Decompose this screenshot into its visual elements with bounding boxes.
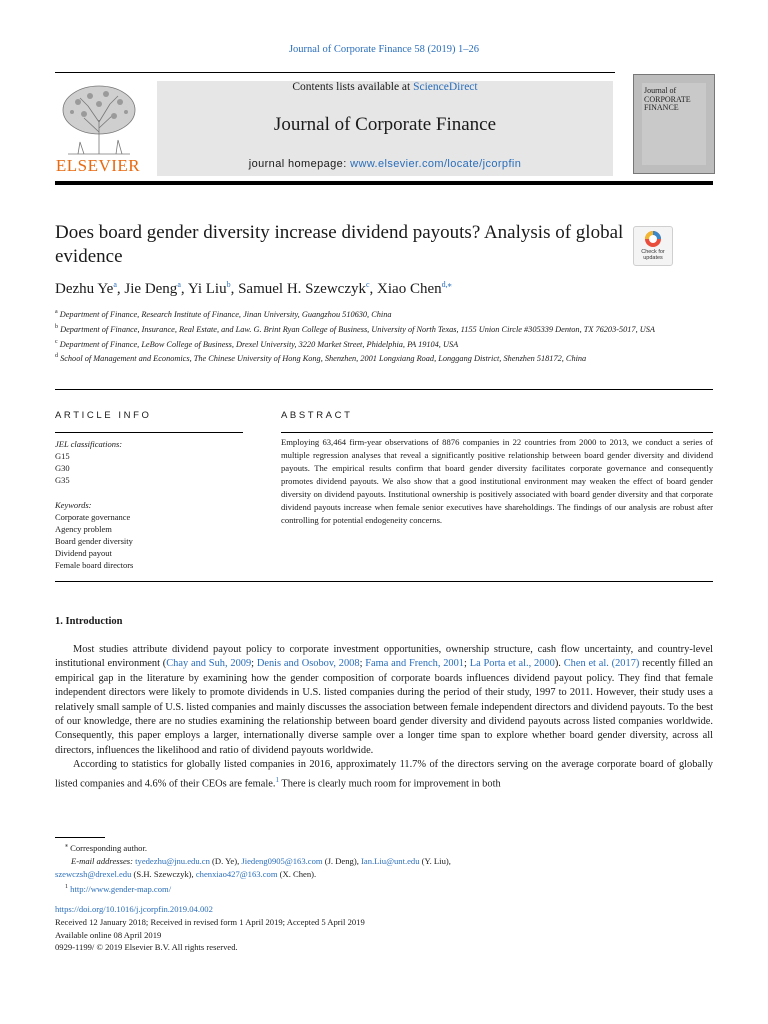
check-updates-label: Check for updates [641, 249, 665, 261]
copyright: 0929-1199/ © 2019 Elsevier B.V. All rights reserved. [55, 942, 238, 953]
keyword: Corporate governance [55, 512, 131, 522]
publication-info [55, 903, 713, 954]
keywords [55, 499, 133, 571]
affiliation [55, 336, 655, 351]
header-bottom-rule [55, 181, 713, 185]
email-link[interactable]: szewczsh@drexel.edu [55, 868, 132, 879]
gender-map-link[interactable]: http://www.gender-map.com/ [70, 883, 172, 894]
paragraph [55, 758, 713, 791]
email-line [55, 855, 713, 868]
footnote-rule [55, 837, 105, 838]
author-separator: , [369, 281, 378, 297]
affiliation-ref[interactable]: a [113, 280, 117, 289]
keyword: Dividend payout [55, 548, 112, 558]
affiliation [55, 306, 655, 321]
check-for-updates-button[interactable] [633, 226, 673, 266]
abstract-heading: ABSTRACT [281, 410, 353, 421]
check-updates-icon [634, 227, 672, 249]
footnote-mark: 1 [65, 883, 68, 890]
elsevier-tree-icon [58, 82, 140, 156]
paragraph-text: ; [359, 658, 366, 670]
citation-link[interactable]: Denis and Osobov, 2008 [256, 658, 360, 670]
keyword: Agency problem [55, 524, 112, 534]
paragraph [55, 643, 713, 758]
author-name[interactable]: Jie Deng [124, 281, 178, 297]
citation-link[interactable]: Fama and French, 2001 [365, 658, 465, 670]
email-owner: (D. Ye), [209, 855, 242, 866]
author-name[interactable]: Xiao Chen [377, 281, 442, 297]
paragraph-text: ). [554, 658, 564, 670]
jel-code: G35 [55, 475, 70, 485]
article-info-heading: ARTICLE INFO [55, 410, 152, 421]
homepage-link[interactable]: www.elsevier.com/locate/jcorpfin [350, 158, 522, 170]
sciencedirect-link[interactable]: ScienceDirect [413, 81, 478, 93]
available-online: Available online 08 April 2019 [55, 929, 162, 940]
affiliation-text: Department of Finance, Insurance, Real Estate, and Law. G. Brint Ryan College of Business, University of North Texas, 1155 Union Circle #305339 Denton, TX 76203-5017, USA [58, 324, 655, 334]
article-title: Does board gender diversity increase dividend payouts? Analysis of global evidence [55, 222, 624, 267]
jel-code: G30 [55, 463, 70, 473]
email-link[interactable]: chenxiao427@163.com [195, 868, 278, 879]
affiliation-mark: d [55, 353, 58, 360]
affiliation-mark: c [55, 338, 58, 345]
jel-code: G15 [55, 451, 70, 461]
author-separator: , [116, 281, 125, 297]
affiliation-ref[interactable]: d,⁎ [441, 280, 452, 289]
email-owner: (Y. Liu), [419, 855, 451, 866]
email-line [55, 868, 713, 881]
affiliation-text: School of Management and Economics, The Chinese University of Hong Kong, Shenzhen, 2001 Longxiang Road, Longgang District, Shenzhen 518172, China [58, 354, 587, 364]
email-owner: (X. Chen). [277, 868, 317, 879]
paragraph-text: recently filled an empirical gap in the literature by examining how the gender composition of corporate boards influences dividend payout policy. They find that female independent directors were likely to promote dividends in U.S. listed companies during the period of their study, 1997 to 2011. However, their study uses a relatively small sample of U.S. listed companies and mainly discusses the association between female independent directors and dividend payouts. To the best of our knowledge, there are no studies examining the relationship between board gender diversity and dividend payouts across listed companies worldwide. Consequently, this paper employs a larger, internationally diverse sample over a longer time span to explore whether board gender diversity, across all directors, influences the likelihood and ratio of dividend payouts worldwide. [55, 658, 713, 756]
journal-cover [633, 74, 715, 174]
affiliations [55, 306, 655, 365]
section-rule [55, 581, 713, 582]
author-separator: , [230, 281, 239, 297]
author-separator: , [180, 281, 188, 297]
footnote-1 [55, 881, 713, 896]
section-heading-introduction: 1. Introduction [55, 616, 123, 627]
email-link[interactable]: tyedezhu@jnu.edu.cn [135, 855, 210, 866]
jel-label: JEL classifications: [55, 439, 123, 449]
footnotes [55, 840, 713, 896]
jel-classifications [55, 438, 122, 486]
email-link[interactable]: Jiedeng0905@163.com [241, 855, 323, 866]
citation-link[interactable]: Chay and Suh, 2009 [166, 658, 252, 670]
affiliation [55, 321, 655, 336]
author-name[interactable]: Samuel H. Szewczyk [238, 281, 366, 297]
corresponding-text: Corresponding author. [70, 842, 148, 853]
journal-title: Journal of Corporate Finance [273, 114, 497, 135]
affiliation-ref[interactable]: c [365, 280, 370, 289]
email-link[interactable]: Ian.Liu@unt.edu [361, 855, 420, 866]
email-owner: (J. Deng), [322, 855, 362, 866]
citation-link[interactable]: La Porta et al., 2000 [469, 658, 555, 670]
email-label: E-mail addresses: [71, 855, 133, 866]
corresponding-mark: ⁎ [65, 843, 68, 849]
article-info-rule [55, 432, 243, 433]
keyword: Female board directors [55, 560, 134, 570]
contents-line [157, 81, 613, 93]
elsevier-wordmark: ELSEVIER [55, 156, 141, 175]
author-list [55, 280, 452, 298]
affiliation-ref[interactable]: a [177, 280, 181, 289]
body-text [55, 643, 713, 792]
paragraph-text: ; [464, 658, 470, 670]
author-name[interactable]: Yi Liu [187, 281, 227, 297]
email-owner: (S.H. Szewczyk), [131, 868, 196, 879]
journal-homepage [157, 158, 613, 170]
keywords-label: Keywords: [55, 500, 92, 510]
paragraph-text: ; [251, 658, 257, 670]
doi-link[interactable]: https://doi.org/10.1016/j.jcorpfin.2019.04.002 [55, 904, 213, 914]
homepage-prefix: journal homepage: [248, 158, 351, 170]
keyword: Board gender diversity [55, 536, 133, 546]
footnote-ref[interactable]: 1 [275, 775, 279, 784]
affiliation-ref[interactable]: b [226, 280, 231, 289]
affiliation-text: Department of Finance, Research Institute of Finance, Jinan University, Guangzhou 510630, China [57, 309, 392, 319]
abstract-rule [281, 432, 713, 433]
paragraph-text: There is clearly much room for improvement in both [278, 778, 501, 790]
paragraph-text: Most studies attribute dividend payout policy to corporate investment opportunities, ownership structure, cash flow uncertainty, and country-level institutional environment ( [55, 644, 713, 670]
history-dates: Received 12 January 2018; Received in revised form 1 April 2019; Accepted 5 April 2019 [55, 916, 365, 927]
corresponding-note [55, 840, 713, 855]
journal-citation[interactable]: Journal of Corporate Finance 58 (2019) 1–26 [288, 44, 480, 55]
paragraph-text: According to statistics for globally listed companies in 2016, approximately 11.7% of the directors serving on the average corporate board of globally listed companies and 4.6% of their CEOs are female. [55, 759, 713, 790]
affiliation-mark: b [55, 323, 58, 330]
abstract-text: Employing 63,464 firm-year observations of 8876 companies in 22 countries from 2000 to 2013, we conduct a series of multiple regression analyses that reveal a significantly positive relationship between board gender diversity and dividend payouts. The empirical results confirm that board gender diversity facilitates corporate governance and consequently promotes dividend payouts. We also show that a good institutional environment may weaken the effect of board gender diversity on dividend payouts. Institutional ownership is positively associated with board gender diversity and that corporate dividend payouts increase when female senior executives have shareholdings. The findings of our analysis are robust after controlling for potential endogeneity concerns. [281, 437, 713, 525]
header-top-rule [55, 72, 615, 73]
citation-link[interactable]: Chen et al. (2017) [563, 658, 640, 670]
cover-title: Journal of CORPORATE FINANCE [644, 86, 691, 112]
affiliation-text: Department of Finance, LeBow College of Business, Drexel University, 3220 Market Street, Phidelphia, PA 19104, USA [57, 339, 459, 349]
author-name[interactable]: Dezhu Ye [55, 281, 114, 297]
section-rule [55, 389, 713, 390]
contents-prefix: Contents lists available at [292, 81, 414, 93]
affiliation [55, 350, 655, 365]
affiliation-mark: a [55, 309, 58, 315]
